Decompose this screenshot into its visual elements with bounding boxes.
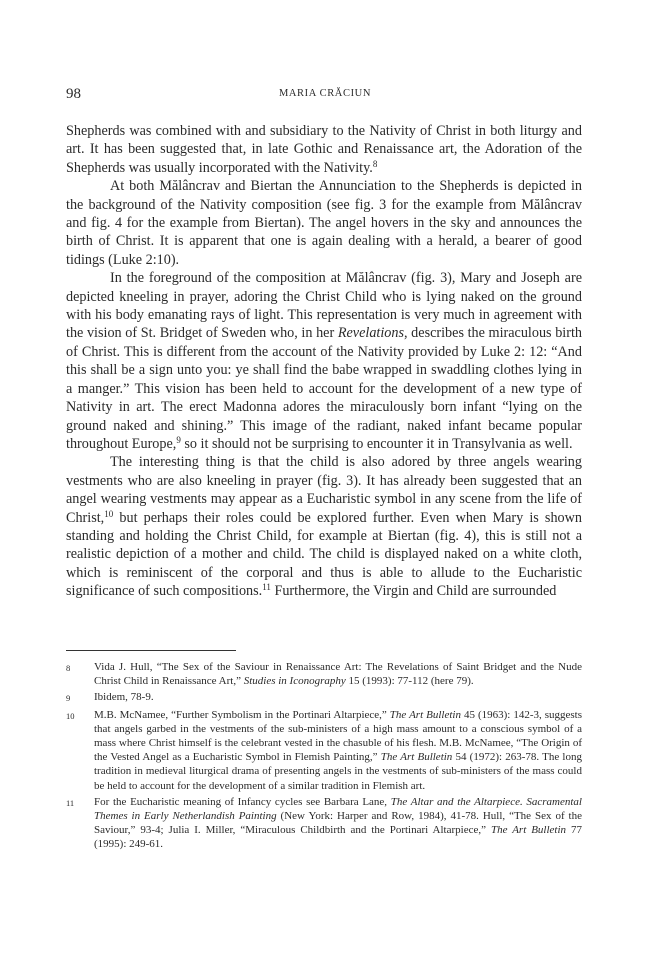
journal-title: Studies in Iconography [243, 675, 346, 688]
journal-title: The Art Bulletin [389, 708, 461, 721]
footnote-text [94, 795, 582, 852]
footnote-text-part: 15 (1993): 77-112 (here 79). [345, 675, 474, 688]
footnote-text-part: 77 (1995): 249-61. [94, 824, 582, 851]
footnote-text-part: Vida J. Hull, “The Sex of the Saviour in Renaissance Art: The Revelations of Saint Bridget and the Nude Christ Child in Renaissance Art,” [94, 661, 582, 688]
paragraph-text: Shepherds was combined with and subsidiary to the Nativity of Christ in both liturgy and art. It has been suggested that, in late Gothic and Renaissance art, the Adoration of the Shepherds was usually incorporated with the Nativity. [66, 123, 582, 176]
footnote-text-part: 45 (1963): 142-3, suggests that angels garbed in the vestments of the sub-ministers of a high mass amount to a conscious symbol of a mass where Christ himself is the celebrant vested in the chasuble of his flesh. M.B. McNamee, “The Origin of the Vested Angel as a Eucharistic Symbol in Flemish Painting,” [94, 708, 583, 764]
footnote-reference[interactable]: 10 [104, 508, 114, 519]
footnote-text-part: Ibidem, 78-9. [94, 691, 154, 704]
footnote-number: 10 [66, 710, 75, 721]
paragraph-1 [66, 122, 582, 177]
footnote-text-part: 54 (1972): 263-78. The long tradition in medieval liturgical drama of presenting angels in the vestments of sub-ministers of the mass could be held to account for the development of a similar tradition in Flemish art. [94, 751, 582, 792]
footnote [66, 795, 582, 852]
footnote [66, 708, 582, 793]
paragraph-text: In the foreground of the composition at Mălâncrav (fig. 3), Mary and Joseph are depicted kneeling in prayer, adoring the Christ Child who is lying naked on the ground with his body emanating rays of light. This representation is very much in agreement with the vision of St. Bridget of Sweden who, in her [66, 270, 582, 342]
footnote-number: 11 [66, 797, 75, 808]
journal-title: The Art Bulletin [490, 824, 567, 837]
paragraph-2 [66, 177, 582, 269]
paragraph-text: At both Mălâncrav and Biertan the Annunciation to the Shepherds is depicted in the background of the Nativity composition (see fig. 3 for the example from Mălâncrav and fig. 4 for the example from Biertan). The angel hovers in the sky and announces the birth of Christ. It is apparent that one is again dealing with a herald, a bearer of good tidings (Luke 2:10). [66, 178, 582, 268]
paragraph-text: The interesting thing is that the child is also adored by three angels wearing vestments who are also kneeling in prayer (fig. 3). It has already been suggested that an angel wearing vestments may appear as a Eucharistic symbol in any scene from the life of Christ, [66, 454, 582, 526]
paragraph-text: but perhaps their roles could be explored further. Even when Mary is shown standing and holding the Christ Child, for example at Biertan (fig. 4), this is still not a realistic depiction of a mother and child. The child is displayed naked on a white cloth, which is reminiscent of the corporal and thus is able to allude to the Eucharistic significance of such compositions. [66, 509, 582, 600]
footnote-reference[interactable]: 8 [372, 158, 378, 169]
running-head: MARIA CRĂCIUN [278, 88, 372, 99]
footnote-text-part: (New York: Harper and Row, 1984), 41-78. Hull, “The Sex of the Saviour,” 93-4; Julia I. Miller, “Miraculous Childbirth and the Portinari Altarpiece,” [94, 810, 582, 837]
paragraph-4 [66, 453, 582, 600]
footnote-number: 9 [66, 693, 71, 704]
footnotes [66, 660, 582, 854]
footnote-text [94, 660, 582, 688]
paragraph-text: so it should not be surprising to encounter it in Transylvania as well. [180, 435, 573, 452]
work-title: Revelations [337, 325, 405, 342]
journal-title: The Art Bulletin [380, 751, 453, 764]
paragraph-3 [66, 269, 582, 453]
paragraph-text: , describes the miraculous birth of Christ. This is different from the account of the Nativity provided by Luke 2: 12: “And this shall be a sign unto you: ye shall find the babe wrapped in swaddling clothes lying in a manger.” This vision has been held to account for the development of a new type of Nativity in art. The erect Madonna adores the miraculously born infant “lying on the ground naked and shining.” This image of the radiant, naked infant became popular throughout Europe, [66, 325, 582, 452]
footnote-text-part: M.B. McNamee, “Further Symbolism in the Portinari Altarpiece,” [94, 708, 390, 721]
footnote-text-part: For the Eucharistic meaning of Infancy cycles see Barbara Lane, [94, 795, 391, 808]
footnote-reference[interactable]: 9 [176, 434, 181, 445]
paragraph-text: Furthermore, the Virgin and Child are surrounded [270, 583, 557, 600]
footnote-reference[interactable]: 11 [262, 582, 271, 593]
footnote [66, 690, 582, 705]
footnote-divider [66, 650, 236, 651]
footnote [66, 660, 582, 688]
book-title: The Altar and the Altarpiece. Sacramental Themes in Early Netherlandish Painting [94, 795, 582, 823]
body-text [66, 122, 582, 601]
page-number: 98 [66, 86, 81, 102]
footnote-text [94, 690, 582, 705]
footnote-number: 8 [66, 663, 71, 673]
footnote-text [94, 708, 582, 793]
